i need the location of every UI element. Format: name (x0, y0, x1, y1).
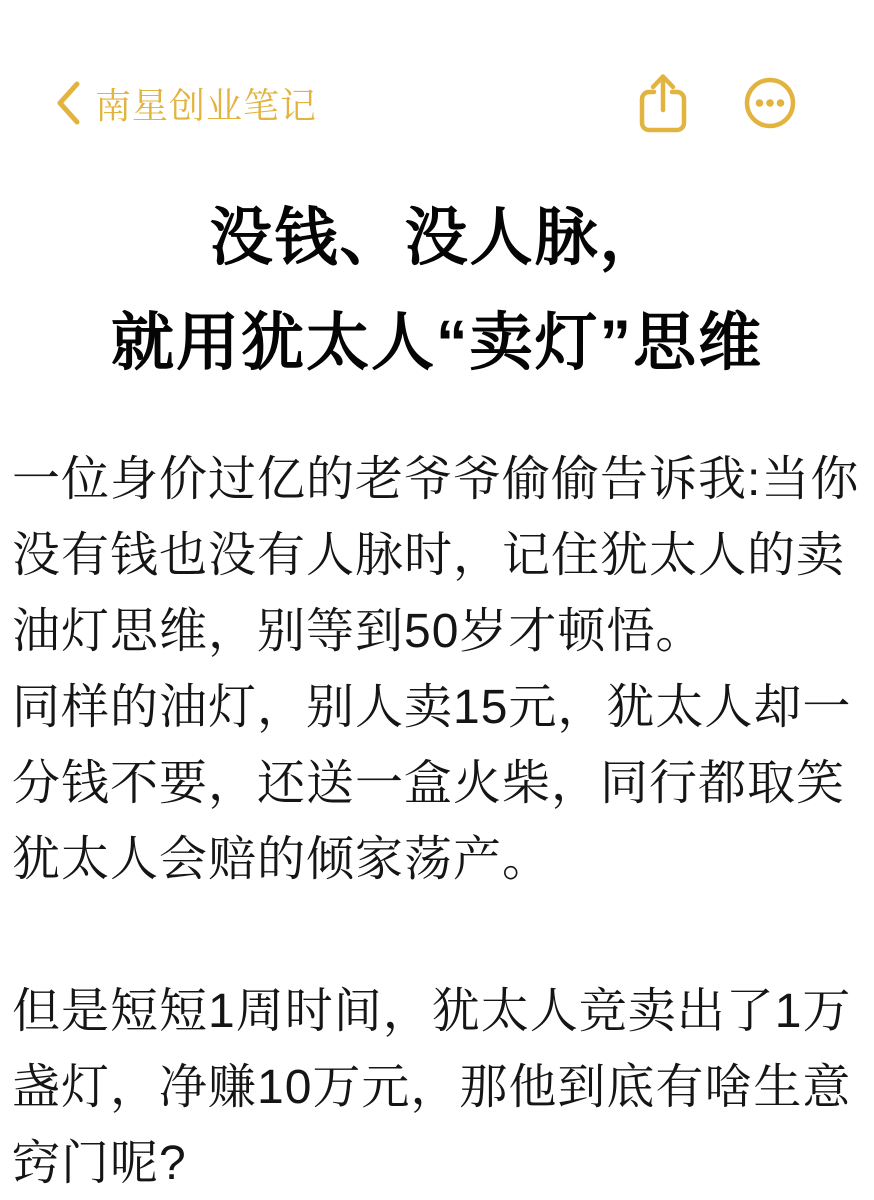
note-paragraph: 同样的油灯，别人卖15元，犹太人却一分钱不要，还送一盒火柴，同行都取笑犹太人会赔的倾家荡产。 (12, 681, 852, 886)
note-paragraph: 但是短短1周时间，犹太人竞卖出了1万盏灯，净赚10万元，那他到底有啥生意窍门呢? (12, 985, 852, 1190)
note-title-line-2: 就用犹太人“卖灯”思维 (111, 308, 763, 378)
more-button[interactable] (744, 77, 796, 129)
navbar-actions (638, 72, 796, 134)
share-icon (638, 72, 688, 134)
chevron-left-icon (55, 81, 81, 125)
note-title (12, 186, 862, 396)
note-title-line-1: 没钱、没人脉， (209, 203, 665, 273)
note-paragraph: 一位身价过亿的老爷爷偷偷告诉我:当你没有钱也没有人脉时，记住犹太人的卖油灯思维，别等到50岁才顿悟。 (12, 453, 860, 658)
note-content[interactable] (0, 186, 874, 1200)
more-circle-icon (744, 77, 796, 129)
back-button-label: 南星创业笔记 (95, 84, 318, 126)
share-button[interactable] (638, 72, 688, 134)
navigation-bar (55, 70, 796, 136)
note-body (12, 442, 862, 1200)
back-button[interactable] (55, 78, 317, 129)
